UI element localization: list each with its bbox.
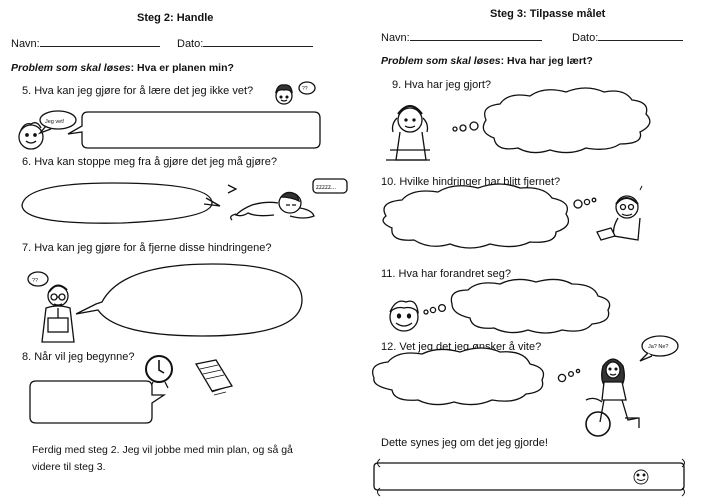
feedback-scroll-box[interactable]: [374, 459, 685, 496]
left-footer-text: Ferdig med steg 2. Jeg vil jobbe med min plan, og så gå videre til steg 3.: [32, 444, 293, 473]
thought-dots-9: [453, 122, 478, 131]
right-problem-label: Problem som skal løses: [381, 55, 501, 67]
boy-writing-icon: [597, 186, 642, 240]
thought-dots-12: [558, 369, 579, 381]
question-6: 6. Hva kan stoppe meg fra å gjøre det jeg må gjøre?: [22, 156, 277, 168]
sleep-bubble: [313, 179, 347, 193]
answer-box-8[interactable]: [30, 381, 164, 423]
q7-question-text: ??: [32, 278, 39, 284]
question-12: 12. Vet jeg det jeg ønsker å vite?: [381, 341, 542, 353]
answer-box-5[interactable]: [68, 112, 320, 148]
answer-bubble-7[interactable]: [76, 264, 302, 336]
right-problem-question: : Hva har jeg lært?: [500, 55, 593, 67]
q6-sleep-text: zzzzz...: [316, 185, 337, 191]
question-11: 11. Hva har forandret seg?: [381, 268, 512, 280]
smiling-boy-face-icon: [390, 301, 418, 331]
answer-cloud-10[interactable]: [383, 184, 568, 248]
right-name-label: Navn:: [381, 32, 410, 44]
question-9: 9. Hva har jeg gjort?: [392, 79, 492, 91]
answer-bubble-6[interactable]: [22, 183, 220, 223]
sleeping-child-icon: [231, 192, 314, 220]
q5-speech-bubble-small: [40, 111, 76, 133]
thought-dots-10: [574, 198, 596, 208]
q12-speech-text: Ja? Ne?: [648, 344, 669, 350]
q5-bubble-text: Jeg vet!: [45, 119, 65, 125]
q6-arrow-icon: [228, 185, 236, 193]
right-page-title: Steg 3: Tilpasse målet: [490, 8, 606, 20]
left-name-label: Navn:: [11, 38, 40, 50]
answer-cloud-11[interactable]: [451, 279, 609, 333]
q12-speech-bubble: [640, 336, 678, 361]
q5-boy-face-icon: [19, 123, 43, 149]
notepad-icon: [196, 360, 232, 395]
q5-question-text: ??: [302, 86, 308, 92]
q7-question-bubble: [28, 272, 48, 286]
answer-cloud-9[interactable]: [483, 88, 650, 153]
q5-question-bubble: [299, 82, 315, 94]
girl-wheelchair-icon: [586, 359, 639, 436]
answer-cloud-12[interactable]: [373, 348, 544, 405]
right-footer-text: Dette synes jeg om det jeg gjorde!: [381, 437, 548, 449]
teacher-icon: [42, 285, 74, 342]
left-date-label: Dato:: [177, 38, 204, 50]
q5-girl-face-icon: [276, 85, 292, 104]
question-8: 8. Når vil jeg begynne?: [22, 351, 135, 363]
question-10: 10. Hvilke hindringer har blitt fjernet?: [381, 176, 561, 188]
left-problem-label: Problem som skal løses: [11, 62, 131, 74]
left-page-title: Steg 2: Handle: [137, 12, 214, 24]
left-problem-question: : Hva er planen min?: [130, 62, 234, 74]
girl-writing-icon: [386, 106, 430, 160]
question-7: 7. Hva kan jeg gjøre for å fjerne disse hindringene?: [22, 242, 272, 254]
thought-dots-11: [424, 305, 445, 314]
question-5: 5. Hva kan jeg gjøre for å lære det jeg ikke vet?: [22, 85, 254, 97]
right-date-label: Dato:: [572, 32, 599, 44]
